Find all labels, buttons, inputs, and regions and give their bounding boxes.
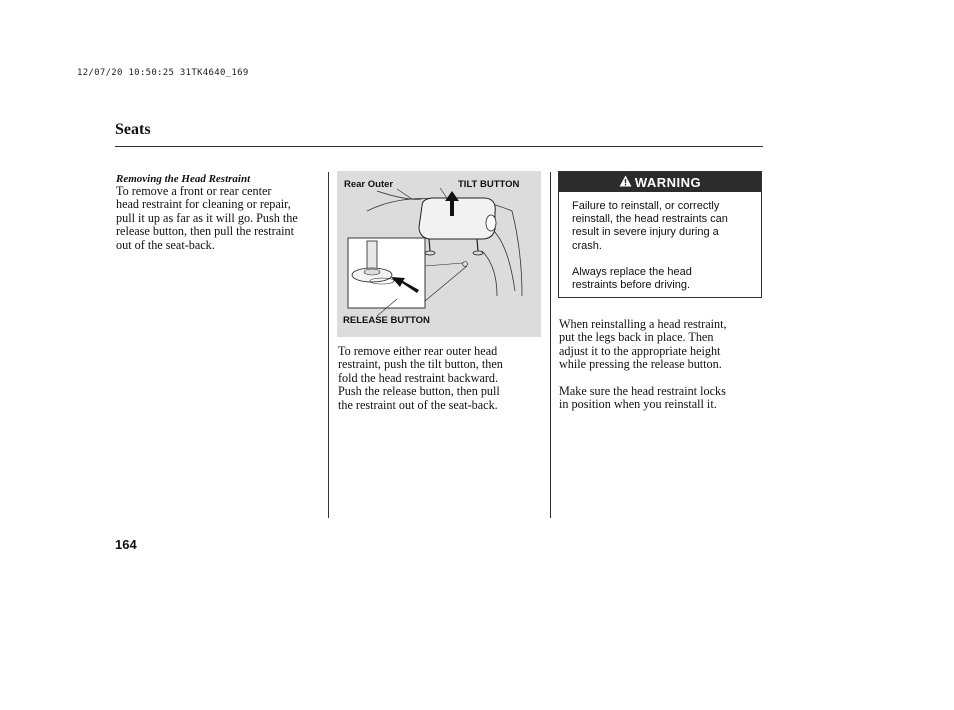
right-paragraph-line: adjust it to the appropriate height [559, 343, 721, 358]
label-release-button: RELEASE BUTTON [343, 315, 430, 326]
warning-box [558, 171, 762, 298]
column-divider-left [328, 172, 329, 518]
warning-header [559, 172, 761, 192]
right-paragraph-line: in position when you reinstall it. [559, 397, 717, 412]
right-paragraph-2 [559, 385, 726, 412]
page-number: 164 [115, 537, 137, 552]
print-timestamp: 12/07/20 10:50:25 31TK4640_169 [77, 68, 249, 78]
left-paragraph-line: release button, then pull the restraint [116, 224, 295, 239]
warning-paragraph-1 [572, 200, 756, 253]
warning-line: result in severe injury during a [572, 226, 719, 239]
middle-paragraph-line: To remove either rear outer head [338, 344, 498, 358]
warning-title: WARNING [634, 174, 702, 190]
middle-paragraph [338, 345, 503, 412]
left-paragraph [116, 185, 298, 252]
warning-paragraph-2 [572, 266, 756, 292]
label-rear-outer: Rear Outer [344, 179, 394, 190]
left-paragraph-line: pull it up as far as it will go. Push the [116, 210, 298, 225]
left-paragraph-line: To remove a front or rear center [116, 184, 272, 198]
section-title: Seats [115, 121, 151, 138]
warning-line: reinstall, the head restraints can [572, 213, 728, 226]
warning-line: restraints before driving. [572, 279, 690, 292]
warning-line: Failure to reinstall, or correctly [572, 200, 720, 212]
right-paragraph-line: while pressing the release button. [559, 357, 722, 372]
right-paragraph-1 [559, 318, 727, 372]
middle-paragraph-line: fold the head restraint backward. [338, 370, 499, 385]
subheading-removing-head-restraint: Removing the Head Restraint [116, 173, 251, 185]
right-paragraph-line: put the legs back in place. Then [559, 330, 714, 345]
head-restraint-drawing [337, 171, 541, 337]
left-paragraph-line: head restraint for cleaning or repair, [116, 197, 291, 212]
right-paragraph-line: When reinstalling a head restraint, [559, 317, 727, 331]
left-paragraph-line: out of the seat-back. [116, 237, 215, 252]
column-divider-right [550, 172, 551, 518]
right-paragraph-line: Make sure the head restraint locks [559, 384, 726, 398]
middle-paragraph-line: Push the release button, then pull [338, 384, 500, 399]
title-rule [115, 146, 763, 147]
middle-paragraph-line: restraint, push the tilt button, then [338, 357, 503, 372]
warning-line: Always replace the head [572, 266, 692, 278]
head-restraint-illustration [337, 171, 541, 337]
middle-paragraph-line: the restraint out of the seat-back. [338, 397, 498, 412]
label-tilt-button: TILT BUTTON [458, 179, 520, 190]
warning-line: crash. [572, 239, 602, 252]
warning-triangle-icon [619, 175, 632, 190]
